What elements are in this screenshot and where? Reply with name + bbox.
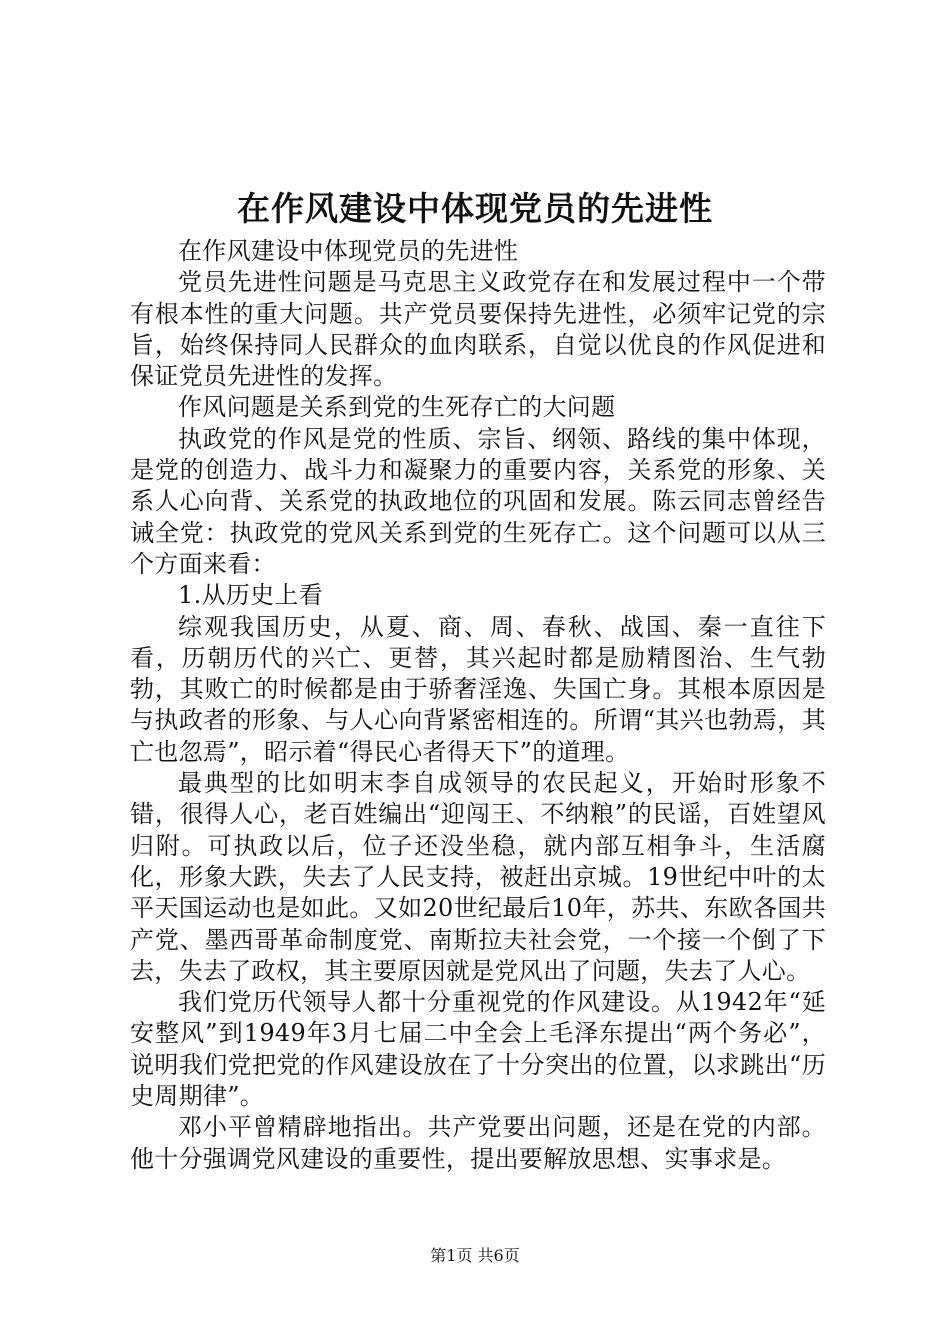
paragraph: 我们党历代领导人都十分重视党的作风建设。从1942年“延安整风”到1949年3月七届二中全会上毛泽东提出“两个务必”，说明我们党把党的作风建设放在了十分突出的位置，以求跳出“历史周期律”。 [130,988,826,1111]
document-title: 在作风建设中体现党员的先进性 [237,189,713,228]
paragraph: 执政党的作风是党的性质、宗旨、纲领、路线的集中体现，是党的创造力、战斗力和凝聚力的重要内容，关系党的形象、关系人心向背、关系党的执政地位的巩固和发展。陈云同志曾经告诫全党：执政党的党风关系到党的生死存亡。这个问题可以从三个方面来看： [130,424,826,578]
paragraph-subtitle: 在作风建设中体现党员的先进性 [178,237,519,265]
paragraph: 党员先进性问题是马克思主义政党存在和发展过程中一个带有根本性的重大问题。共产党员要保持先进性，必须牢记党的宗旨，始终保持同人民群众的血肉联系，自觉以优良的作风促进和保证党员先进性的发挥。 [130,268,826,391]
paragraph: 综观我国历史，从夏、商、周、春秋、战国、秦一直往下看，历朝历代的兴亡、更替，其兴起时都是励精图治、生气勃勃，其败亡的时候都是由于骄奢淫逸、失国亡身。其根本原因是与执政者的形象、与人心向背紧密相连的。所谓“其兴也勃焉，其亡也忽焉”，昭示着“得民心者得天下”的道理。 [130,612,826,766]
section-heading: 作风问题是关系到党的生死存亡的大问题 [178,393,616,422]
subsection-heading: 1.从历史上看 [178,581,323,610]
document-body [130,236,826,1175]
page-footer: 第1页 共6页 [430,1246,520,1265]
paragraph: 邓小平曾精辟地指出。共产党要出问题，还是在党的内部。他十分强调党风建设的重要性，提出要解放思想、实事求是。 [130,1113,826,1173]
paragraph: 最典型的比如明末李自成领导的农民起义，开始时形象不错，很得人心，老百姓编出“迎闯王、不纳粮”的民谣，百姓望风归附。可执政以后，位子还没坐稳，就内部互相争斗，生活腐化，形象大跌，失去了人民支持，被赶出京城。19世纪中叶的太平天国运动也是如此。又如20世纪最后10年，苏共、东欧各国共产党、墨西哥革命制度党、南斯拉夫社会党，一个接一个倒了下去，失去了政权，其主要原因就是党风出了问题，失去了人心。 [130,769,826,985]
